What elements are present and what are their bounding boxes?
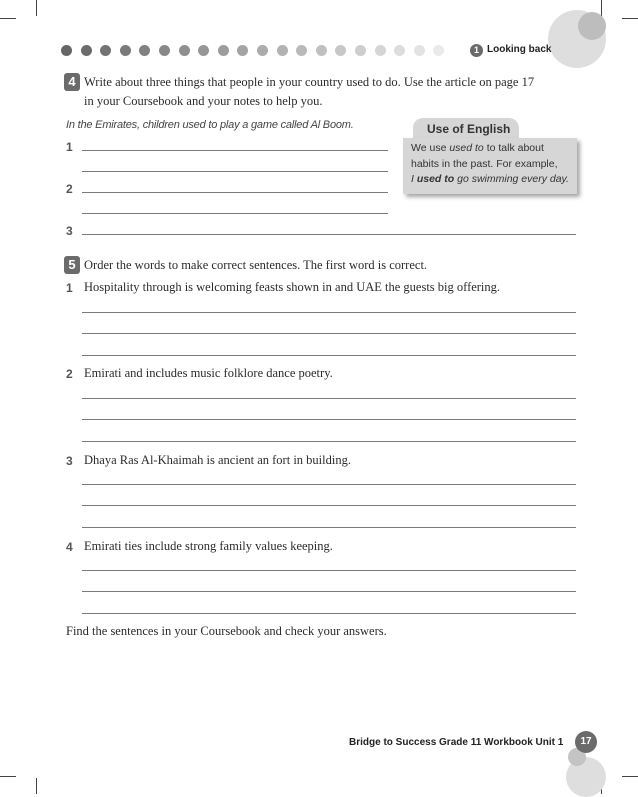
book-title: Bridge to Success Grade 11 Workbook Unit 1 — [349, 737, 564, 748]
answer-line[interactable] — [82, 333, 576, 334]
question-number-2: 2 — [66, 367, 73, 381]
answer-number-3: 3 — [66, 224, 73, 238]
answer-line[interactable] — [82, 419, 576, 420]
progress-dot — [316, 45, 327, 56]
progress-dot — [296, 45, 307, 56]
answer-line[interactable] — [82, 613, 576, 614]
unit-title: Looking back — [487, 44, 552, 55]
answer-line[interactable] — [82, 213, 388, 214]
section4-instruction — [84, 73, 584, 111]
answer-line[interactable] — [82, 570, 576, 571]
progress-dot — [218, 45, 229, 56]
answer-line[interactable] — [82, 527, 576, 528]
progress-dot — [394, 45, 405, 56]
progress-dot — [179, 45, 190, 56]
answer-line[interactable] — [82, 171, 388, 172]
crop-mark — [622, 776, 638, 777]
header-circle-small — [578, 12, 606, 40]
progress-dot — [355, 45, 366, 56]
progress-dot — [335, 45, 346, 56]
section-number-5: 5 — [64, 256, 80, 274]
answer-line[interactable] — [82, 192, 388, 193]
crop-mark — [0, 18, 16, 19]
answer-line[interactable] — [82, 150, 388, 151]
crop-mark — [0, 776, 16, 777]
answer-line[interactable] — [82, 441, 576, 442]
section4-instruction-line2: in your Coursebook and your notes to help you. — [84, 94, 323, 108]
progress-dot — [120, 45, 131, 56]
page-number-badge: 17 — [575, 731, 597, 753]
progress-dot — [414, 45, 425, 56]
progress-dot — [257, 45, 268, 56]
answer-line[interactable] — [82, 484, 576, 485]
progress-dot — [61, 45, 72, 56]
answer-number-2: 2 — [66, 182, 73, 196]
section-number-4: 4 — [64, 73, 80, 91]
crop-mark — [601, 0, 602, 16]
question-text-3: Dhaya Ras Al-Khaimah is ancient an fort in building. — [84, 453, 351, 467]
answer-number-1: 1 — [66, 140, 73, 154]
section5-instruction: Order the words to make correct sentences. The first word is correct. — [84, 258, 428, 272]
progress-dot — [375, 45, 386, 56]
question-number-3: 3 — [66, 454, 73, 468]
answer-line[interactable] — [82, 398, 576, 399]
progress-dot — [100, 45, 111, 56]
use-of-english-title: Use of English — [427, 122, 511, 136]
progress-dot — [198, 45, 209, 56]
answer-line[interactable] — [82, 355, 576, 356]
progress-dot — [433, 45, 444, 56]
progress-dot — [139, 45, 150, 56]
section4-instruction-line1: Write about three things that people in your country used to do. Use the article on page 17 — [84, 75, 535, 89]
question-number-4: 4 — [66, 540, 73, 554]
progress-dot — [159, 45, 170, 56]
question-text-4: Emirati ties include strong family values keeping. — [84, 539, 333, 553]
unit-number-badge: 1 — [470, 44, 483, 57]
use-of-english-text: We use used to to talk about habits in the past. For example, I used to go swimming every day. — [411, 142, 569, 185]
answer-line[interactable] — [82, 505, 576, 506]
crop-mark — [36, 778, 37, 794]
crop-mark — [622, 18, 638, 19]
question-text-2: Emirati and includes music folklore dance poetry. — [84, 366, 333, 380]
closing-instruction: Find the sentences in your Coursebook and check your answers. — [66, 624, 387, 638]
progress-dot — [237, 45, 248, 56]
question-number-1: 1 — [66, 281, 73, 295]
answer-line[interactable] — [82, 312, 576, 313]
progress-dot — [81, 45, 92, 56]
answer-line[interactable] — [82, 591, 576, 592]
answer-line[interactable] — [82, 234, 576, 235]
example-sentence: In the Emirates, children used to play a game called Al Boom. — [66, 119, 354, 131]
progress-dot — [277, 45, 288, 56]
question-text-1: Hospitality through is welcoming feasts shown in and UAE the guests big offering. — [84, 280, 501, 294]
crop-mark — [36, 0, 37, 16]
